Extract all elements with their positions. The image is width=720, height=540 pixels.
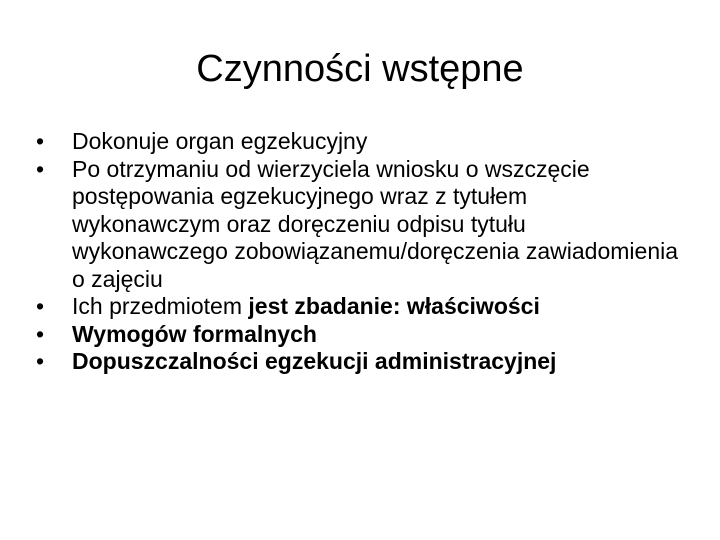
bullet-list [30, 128, 680, 376]
bullet-icon: • [35, 293, 45, 319]
bullet-icon: • [35, 155, 45, 182]
bullet-text: Po otrzymaniu od wierzyciela wniosku o wszczęcie postępowania egzekucyjnego wraz z tytułem wykonawczym oraz doręczeniu odpisu tytułu wykonawczego zobowiązanemu/doręczenia zawiadomienia o zajęciu [72, 155, 679, 292]
bullet-item [30, 321, 680, 349]
bullet-text-bold: Wymogów formalnych [72, 320, 317, 347]
bullet-icon: • [35, 348, 45, 374]
bullet-text: Ich przedmiotem [72, 293, 249, 319]
bullet-text-bold: Dopuszczalności egzekucji administracyjnej [72, 348, 557, 374]
bullet-text-bold: jest zbadanie: właściwości [248, 293, 540, 319]
bullet-item [30, 293, 680, 321]
bullet-icon: • [35, 128, 45, 154]
bullet-icon: • [35, 320, 45, 347]
bullet-item [30, 156, 680, 294]
bullet-item [30, 128, 680, 156]
bullet-item [30, 348, 680, 376]
slide-title: Czynności wstępne [196, 48, 524, 90]
bullet-text: Dokonuje organ egzekucyjny [72, 128, 368, 154]
